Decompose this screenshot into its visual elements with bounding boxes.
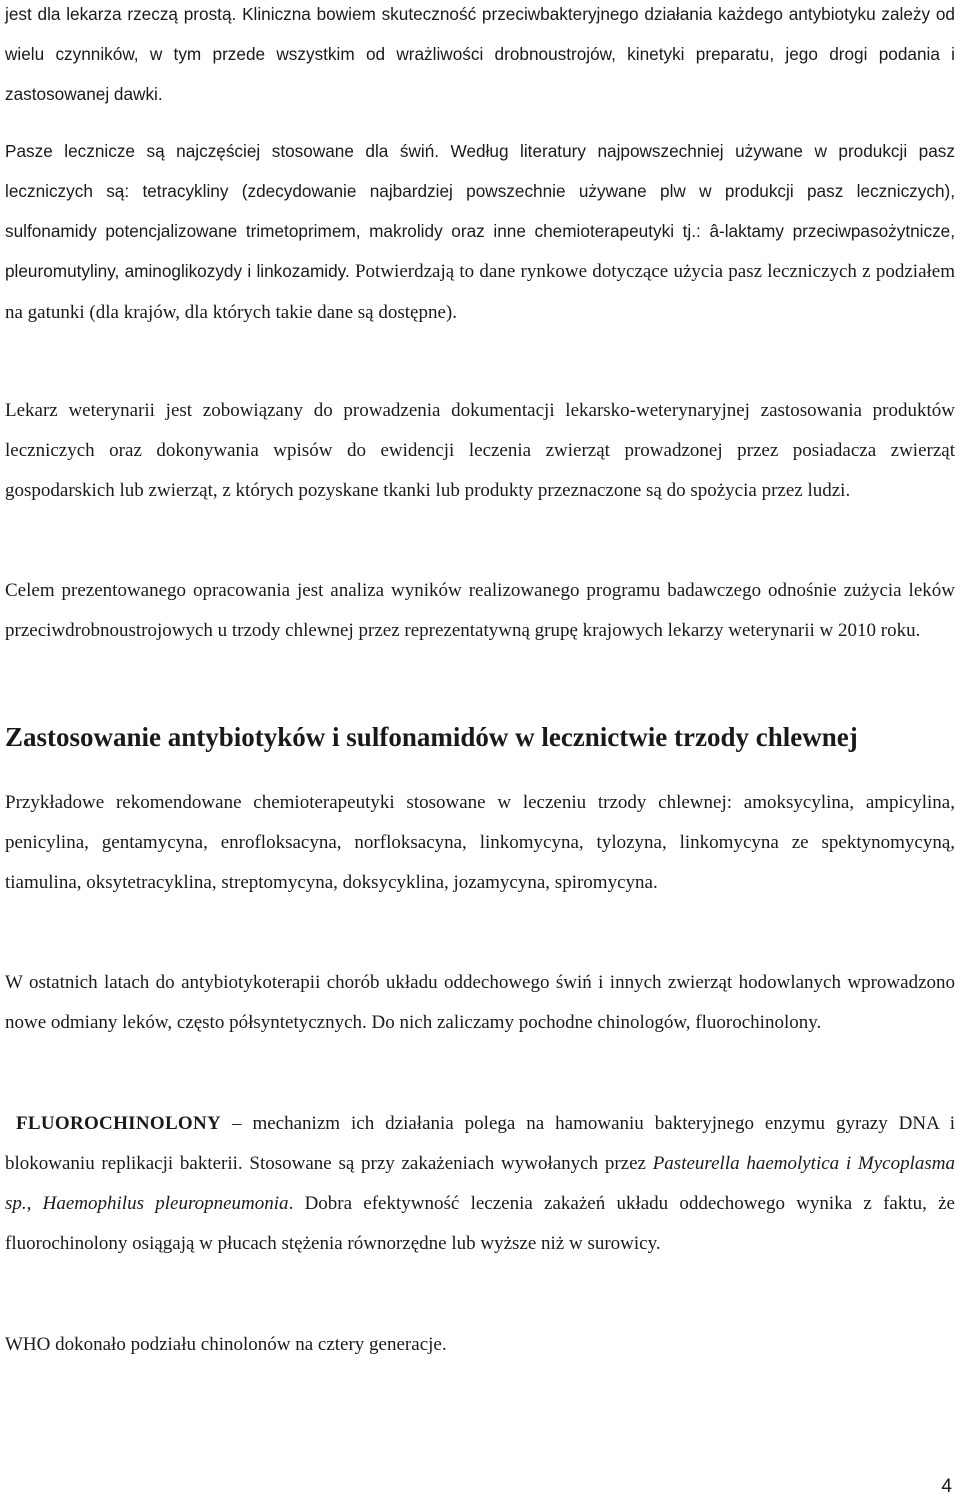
paragraph-fluoroquinolones [5, 1104, 955, 1264]
fluoroquinolones-pathogens: Pasteurella haemolytica i Mycoplasma sp., Haemophilus pleuropneumonia [5, 1153, 955, 1214]
paragraph-who-generations: WHO dokonało podziału chinolonów na cztery generacje. [5, 1334, 447, 1355]
paragraph-vet-documentation: Lekarz weterynarii jest zobowiązany do prowadzenia dokumentacji lekarsko-weterynaryjnej zastosowania produktów leczniczych oraz dokonywania wpisów do ewidencji leczenia zwierząt prowadzonej przez posiadacza zwierząt gospodarskich lub zwierząt, z których pozyskane tkanki lub produkty przeznaczone są do spożycia przez ludzi. [5, 400, 955, 501]
fluoroquinolones-keyword: FLUOROCHINOLONY [15, 1113, 222, 1134]
paragraph-recommended-drugs: Przykładowe rekomendowane chemioterapeutyki stosowane w leczeniu trzody chlewnej: amoksycylina, ampicylina, penicylina, gentamycyna, enrofloksacyna, norfloksacyna, linkomycyna, tylozyna, linkomycyna ze spektynomycyną, tiamulina, oksytetracyklina, streptomycyna, doksycyklina, jozamycyna, spiromycyna. [5, 792, 955, 893]
paragraph-intro-lead: jest dla lekarza rzeczą prostą. [5, 4, 243, 24]
paragraph-study-aim: Celem prezentowanego opracowania jest analiza wyników realizowanego programu badawczego odnośnie zużycia leków przeciwdrobnoustrojowych u trzody chlewnej przez reprezentatywną grupę krajowych lekarzy weterynarii w 2010 roku. [5, 580, 955, 641]
fluoroquinolones-efficacy: . Dobra efektywność leczenia zakażeń układu oddechowego wynika z faktu, że fluorochinolony osiągają w płucach stężenia równorzędne lub wyższe niż w surowicy. [5, 1193, 955, 1254]
paragraph-medicated-feed-data: Potwierdzają to dane rynkowe dotyczące użycia pasz leczniczych z podziałem na gatunki (dla krajów, dla których takie dane są dostępne). [5, 261, 955, 323]
paragraph-new-drugs: W ostatnich latach do antybiotykoterapii chorób układu oddechowego świń i innych zwierząt hodowlanych wprowadzono nowe odmiany leków, często półsyntetycznych. Do nich zaliczamy pochodne chinologów, fluorochinolony. [5, 972, 955, 1033]
paragraph-intro [5, 0, 955, 114]
fluoroquinolones-mechanism: – mechanizm ich działania polega na hamowaniu bakteryjnego enzymu gyrazy DNA i blokowaniu replikacji bakterii. Stosowane są przy zakażeniach wywołanych przez [5, 1113, 956, 1174]
page-number: 4 [941, 1476, 952, 1497]
paragraph-medicated-feed-main: Pasze lecznicze są najczęściej stosowane dla świń. Według literatury najpowszechniej używane w produkcji pasz leczniczych są: tetracykliny (zdecydowanie najbardziej powszechnie używane plw w produkcji pasz leczniczych), sulfonamidy potencjalizowane trimetoprimem, makrolidy oraz inne chemioterapeutyki tj.: â-laktamy przeciwpasożytnicze, pleuromutyliny, aminoglikozydy i linkozamidy. [5, 141, 955, 281]
section-heading: Zastosowanie antybiotyków i sulfonamidów w lecznictwie trzody chlewnej [5, 722, 858, 752]
paragraph-medicated-feed [5, 131, 955, 333]
paragraph-intro-body: Kliniczna bowiem skuteczność przeciwbakteryjnego działania każdego antybiotyku zależy od wielu czynników, w tym przede wszystkim od wrażliwości drobnoustrojów, kinetyki preparatu, jego drogi podania i zastosowanej dawki. [5, 4, 955, 104]
